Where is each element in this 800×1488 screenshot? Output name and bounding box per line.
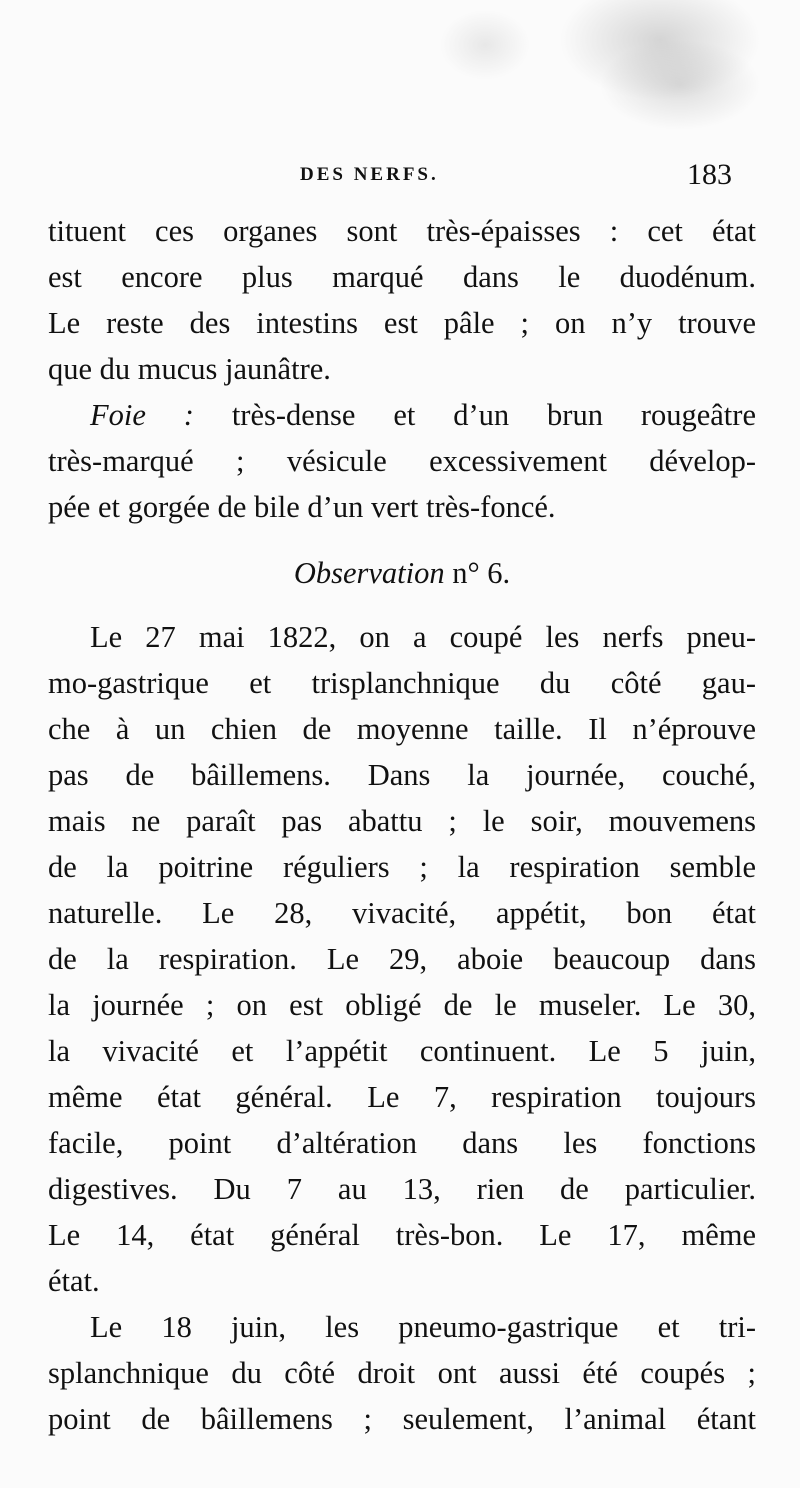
paragraph-june [48,1304,756,1442]
text-line: pée et gorgée de bile d’un vert très-foncé. [48,490,556,524]
text-line: Le 18 juin, les pneumo-gastrique et tri- [90,1310,756,1344]
text-line: la journée ; on est obligé de le museler. Le 30, [48,988,756,1022]
page-stain [440,10,530,80]
text-line: Le reste des intestins est pâle ; on n’y trouve [48,306,756,340]
text-line: tituent ces organes sont très-épaisses : cet état [48,214,756,248]
text-line: naturelle. Le 28, vivacité, appétit, bon état [48,896,756,930]
text-line: de la poitrine réguliers ; la respiration semble [48,850,756,884]
running-head-title: DES NERFS. [300,164,439,185]
text-line: est encore plus marqué dans le duodénum. [48,260,756,294]
heading-line [48,550,756,596]
spacer [48,596,756,614]
text-line: Le 27 mai 1822, on a coupé les nerfs pneu- [90,620,756,654]
text-line: mais ne paraît pas abattu ; le soir, mouvemens [48,804,756,838]
page-stain [600,40,760,130]
text-line: que du mucus jaunâtre. [48,352,331,386]
text-line: point de bâillemens ; seulement, l’animal étant [48,1402,756,1436]
text-line: facile, point d’altération dans les fonctions [48,1126,756,1160]
text-line: état. [48,1264,100,1298]
observation-heading [48,550,756,596]
heading-number: n° 6. [444,556,511,590]
heading-label: Observation [293,556,445,590]
spacer [48,530,756,550]
running-head [60,158,740,198]
text-line: che à un chien de moyenne taille. Il n’éprouve [48,712,756,746]
body-text [48,208,756,1442]
text-line [48,392,756,438]
paragraph-liver [48,392,756,530]
text-line: de la respiration. Le 29, aboie beaucoup dans [48,942,756,976]
text-line: Le 14, état général très-bon. Le 17, même [48,1218,756,1252]
text-line: digestives. Du 7 au 13, rien de particulier. [48,1172,756,1206]
text-line: mo-gastrique et trisplanchnique du côté gau- [48,666,756,700]
text-line: la vivacité et l’appétit continuent. Le 5 juin, [48,1034,756,1068]
text-line: pas de bâillemens. Dans la journée, couché, [48,758,756,792]
paragraph-observation [48,614,756,1304]
text-line: splanchnique du côté droit ont aussi été coupés ; [48,1356,756,1390]
paragraph-continued [48,208,756,392]
text-run: très-dense et d’un brun rougeâtre [193,398,756,432]
page-number: 183 [687,158,732,191]
text-line: même état général. Le 7, respiration toujours [48,1080,756,1114]
liver-label: Foie : [90,398,194,432]
text-line: très-marqué ; vésicule excessivement dévelop- [48,444,756,478]
